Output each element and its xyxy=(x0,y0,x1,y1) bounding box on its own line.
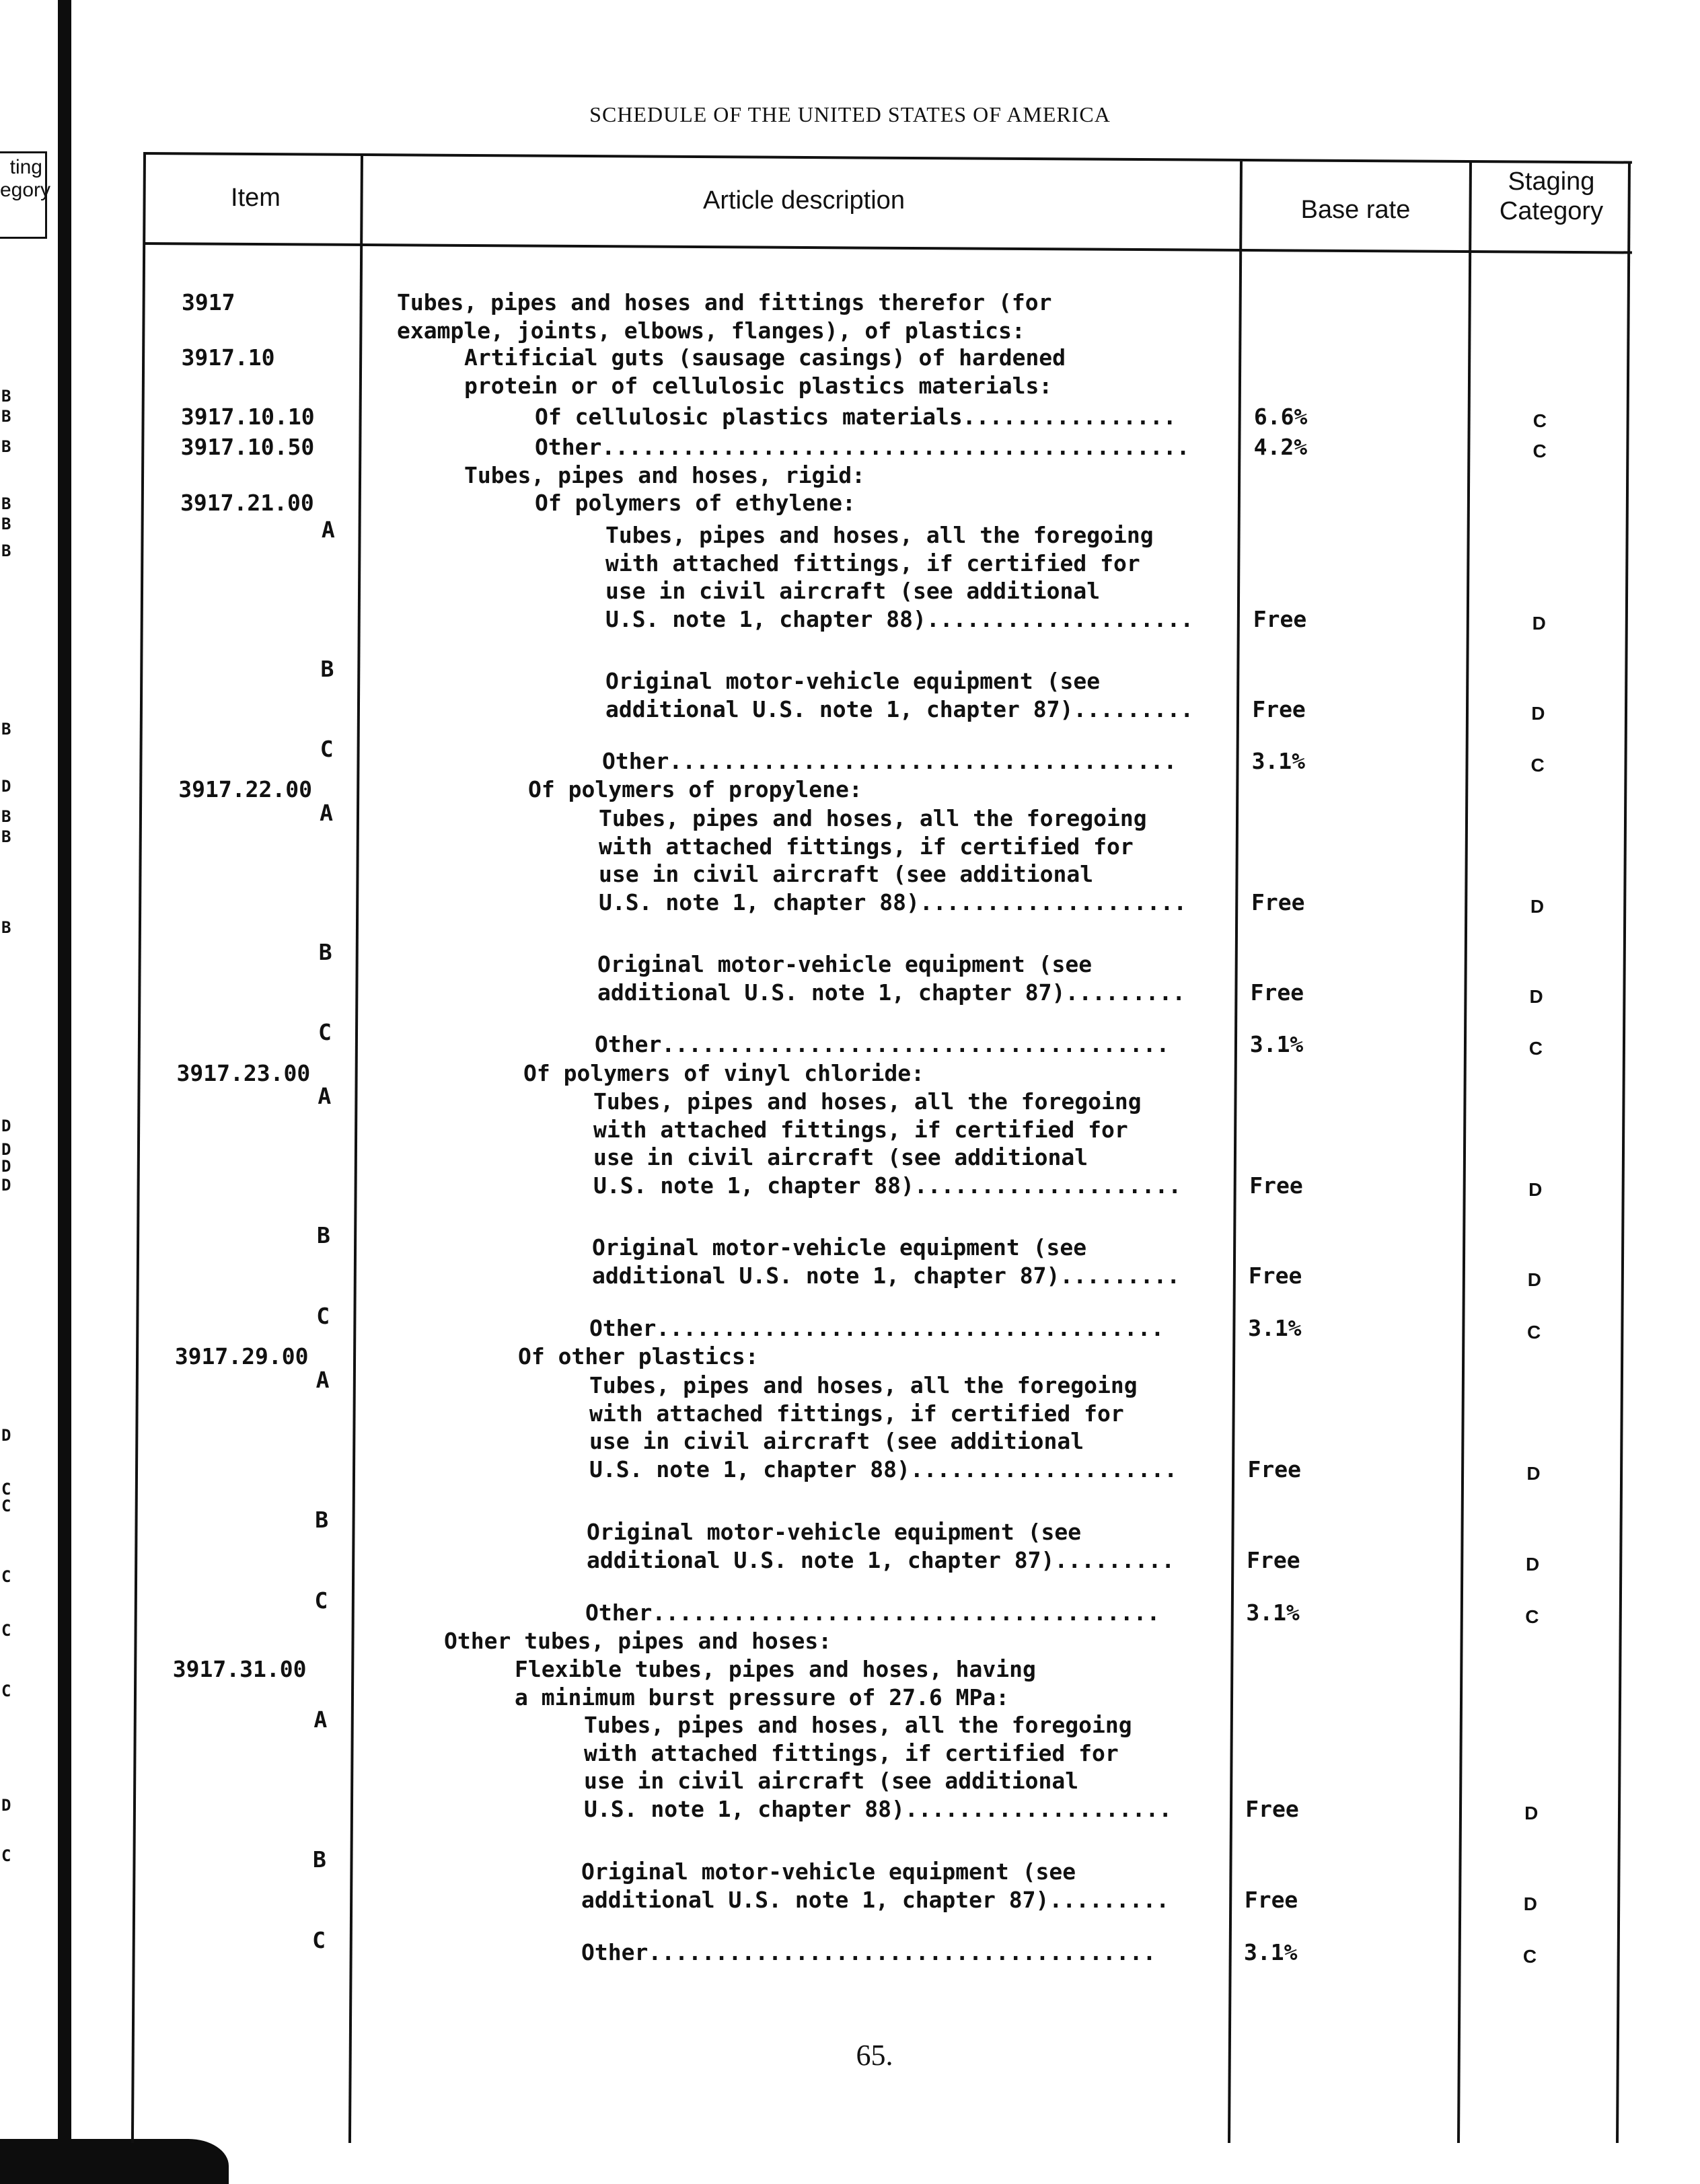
subitem-code: B xyxy=(315,1507,329,1533)
staging-category-value: C xyxy=(1525,1606,1539,1627)
description-line: use in civil aircraft (see additional xyxy=(589,1428,1084,1454)
description-line: Tubes, pipes and hoses, all the foregoing xyxy=(584,1712,1132,1738)
description-line: Of cellulosic plastics materials................ xyxy=(535,404,1177,430)
staging-category-value: C xyxy=(1528,1038,1543,1059)
description-line: Other...................................... xyxy=(585,1599,1160,1626)
item-number: 3917.10.10 xyxy=(180,404,315,430)
table-header-rule xyxy=(144,242,1632,254)
description-line: with attached fittings, if certified for xyxy=(589,1400,1124,1427)
table-left-rule xyxy=(131,152,146,2143)
fragment-category-letter: B xyxy=(1,720,11,739)
description-line: Of polymers of propylene: xyxy=(528,776,862,802)
previous-page-fragment xyxy=(0,151,51,239)
book-binding xyxy=(58,0,71,2184)
subitem-code: C xyxy=(318,1019,332,1045)
subitem-code: B xyxy=(320,656,334,682)
subitem-code: C xyxy=(320,736,334,762)
fragment-category-letter: D xyxy=(1,1176,11,1195)
base-rate-value: Free xyxy=(1251,889,1305,915)
staging-category-value: D xyxy=(1529,985,1543,1007)
description-line: Other...................................... xyxy=(589,1315,1165,1341)
fragment-category-letter: D xyxy=(1,1140,11,1159)
description-line: Other tubes, pipes and hoses: xyxy=(444,1628,832,1654)
description-line: Flexible tubes, pipes and hoses, having xyxy=(515,1656,1036,1682)
base-rate-value: 3.1% xyxy=(1249,1031,1304,1057)
description-line: Original motor-vehicle equipment (see xyxy=(597,951,1093,977)
fragment-category-letter: B xyxy=(1,494,11,513)
fragment-category-letter: D xyxy=(1,777,11,796)
subitem-code: B xyxy=(312,1846,326,1873)
base-rate-value: Free xyxy=(1252,695,1306,722)
base-rate-value: 3.1% xyxy=(1251,748,1306,774)
description-line: with attached fittings, if certified for xyxy=(599,833,1134,860)
item-number: 3917.10.50 xyxy=(180,434,315,460)
base-rate-value: 6.6% xyxy=(1253,404,1308,430)
subitem-code: C xyxy=(314,1587,328,1614)
description-line: U.S. note 1, chapter 88).................... xyxy=(584,1795,1173,1822)
description-line: Original motor-vehicle equipment (see xyxy=(592,1234,1087,1260)
base-rate-value: 3.1% xyxy=(1244,1939,1298,1965)
description-line: additional U.S. note 1, chapter 87)......... xyxy=(605,695,1194,722)
item-number: 3917.23.00 xyxy=(176,1060,311,1086)
item-number: 3917.10 xyxy=(181,344,275,371)
fragment-category-letter: B xyxy=(1,541,11,560)
fragment-category-letter: D xyxy=(1,1117,11,1135)
item-number: 3917.31.00 xyxy=(172,1656,307,1682)
staging-category-value: D xyxy=(1528,1178,1543,1200)
base-rate-value: Free xyxy=(1249,1172,1303,1199)
fragment-category-letter: B xyxy=(1,515,11,533)
rate-column-rule xyxy=(1457,161,1472,2143)
subitem-code: C xyxy=(316,1303,330,1329)
fragment-category-letter: D xyxy=(1,1157,11,1176)
description-line: use in civil aircraft (see additional xyxy=(593,1144,1088,1170)
page-number: 65. xyxy=(856,2039,893,2072)
description-line: Tubes, pipes and hoses, all the foregoing xyxy=(605,522,1154,548)
subitem-code: A xyxy=(321,517,335,543)
description-line: Tubes, pipes and hoses and fittings therefor (for xyxy=(397,289,1052,315)
base-rate-value: Free xyxy=(1250,979,1304,1006)
staging-category-value: D xyxy=(1525,1553,1540,1575)
base-rate-value: Free xyxy=(1248,1262,1302,1289)
subitem-code: A xyxy=(316,1367,330,1393)
description-line: use in civil aircraft (see additional xyxy=(605,578,1101,604)
table-top-rule xyxy=(144,152,1632,164)
description-line: with attached fittings, if certified for xyxy=(584,1739,1119,1766)
description-line: U.S. note 1, chapter 88).................... xyxy=(593,1172,1182,1199)
staging-category-value: C xyxy=(1532,441,1547,461)
description-line: Original motor-vehicle equipment (see xyxy=(581,1858,1076,1885)
staging-category-value: D xyxy=(1532,612,1546,634)
fragment-category-letter: C xyxy=(1,1846,11,1865)
staging-category-value: D xyxy=(1523,1893,1537,1914)
subitem-code: B xyxy=(316,1222,330,1248)
staging-category-value: D xyxy=(1530,895,1545,917)
staging-header-line1: Staging xyxy=(1508,167,1595,196)
subitem-code: A xyxy=(320,800,333,826)
staging-category-value: D xyxy=(1531,702,1545,724)
base-rate-value: Free xyxy=(1253,605,1307,632)
description-line: Tubes, pipes and hoses, rigid: xyxy=(464,462,866,488)
description-line: Other...................................... xyxy=(581,1939,1156,1965)
description-line: use in civil aircraft (see additional xyxy=(599,861,1094,887)
staging-category-value: C xyxy=(1526,1322,1541,1343)
book-binding-shadow xyxy=(0,2139,229,2184)
fragment-category-letter: B xyxy=(1,387,11,406)
description-line: Tubes, pipes and hoses, all the foregoing xyxy=(589,1372,1138,1398)
description-line: example, joints, elbows, flanges), of plastics: xyxy=(397,317,1025,344)
fragment-category-letter: C xyxy=(1,1567,11,1586)
subitem-code: A xyxy=(318,1083,332,1109)
description-line: additional U.S. note 1, chapter 87)......... xyxy=(587,1546,1175,1573)
description-line: U.S. note 1, chapter 88).................... xyxy=(589,1456,1178,1482)
subitem-code: B xyxy=(318,939,332,965)
description-line: Original motor-vehicle equipment (see xyxy=(587,1519,1082,1545)
fragment-category-letter: C xyxy=(1,1621,11,1640)
description-line: additional U.S. note 1, chapter 87)......... xyxy=(597,979,1186,1006)
base-rate-value: Free xyxy=(1247,1456,1302,1482)
column-header-item: Item xyxy=(231,184,281,212)
description-line: U.S. note 1, chapter 88).................... xyxy=(599,889,1187,915)
description-line: Original motor-vehicle equipment (see xyxy=(605,668,1101,694)
description-line: U.S. note 1, chapter 88).................... xyxy=(605,605,1194,632)
description-line: Of polymers of vinyl chloride: xyxy=(523,1060,925,1086)
fragment-category-letter: B xyxy=(1,807,11,826)
page-title: SCHEDULE OF THE UNITED STATES OF AMERICA xyxy=(589,102,1111,126)
description-line: Other...................................... xyxy=(595,1031,1170,1057)
item-column-rule xyxy=(348,153,363,2143)
item-number: 3917.21.00 xyxy=(180,490,314,516)
staging-category-value: D xyxy=(1526,1462,1541,1484)
base-rate-value: Free xyxy=(1245,1795,1299,1822)
staging-category-value: D xyxy=(1524,1802,1539,1823)
description-column-rule xyxy=(1228,161,1243,2143)
fragment-category-letter: C xyxy=(1,1497,11,1515)
description-line: additional U.S. note 1, chapter 87)......... xyxy=(592,1262,1181,1289)
staging-category-value: C xyxy=(1522,1946,1537,1967)
column-header-base-rate: Base rate xyxy=(1300,196,1411,224)
column-header-staging-category xyxy=(1472,167,1631,226)
staging-category-value: D xyxy=(1527,1269,1541,1290)
base-rate-value: 4.2% xyxy=(1253,434,1308,460)
description-line: Other...................................... xyxy=(602,748,1177,774)
fragment-category-letter: B xyxy=(1,918,11,937)
fragment-category-letter: B xyxy=(1,407,11,426)
base-rate-value: Free xyxy=(1244,1886,1298,1913)
subitem-code: C xyxy=(312,1927,326,1953)
item-number: 3917 xyxy=(182,289,235,315)
fragment-category-letter: D xyxy=(1,1796,11,1815)
fragment-heading-line2: egory xyxy=(0,179,51,201)
item-number: 3917.29.00 xyxy=(174,1343,309,1369)
description-line: Of other plastics: xyxy=(518,1343,759,1369)
description-line: Tubes, pipes and hoses, all the foregoing xyxy=(599,805,1147,831)
description-line: protein or of cellulosic plastics materials: xyxy=(464,372,1053,399)
fragment-category-letter: C xyxy=(1,1480,11,1499)
fragment-category-letter: C xyxy=(1,1682,11,1700)
description-line: additional U.S. note 1, chapter 87)......... xyxy=(581,1886,1170,1913)
description-line: with attached fittings, if certified for xyxy=(593,1116,1128,1143)
description-line: a minimum burst pressure of 27.6 MPa: xyxy=(515,1684,1010,1710)
fragment-category-letter: D xyxy=(1,1426,11,1445)
item-number: 3917.22.00 xyxy=(178,776,312,802)
fragment-category-letter: B xyxy=(1,437,11,456)
description-line: with attached fittings, if certified for xyxy=(605,550,1140,576)
table-right-rule xyxy=(1616,161,1631,2143)
description-line: use in civil aircraft (see additional xyxy=(584,1768,1079,1794)
description-line: Of polymers of ethylene: xyxy=(535,490,856,516)
description-line: Other............................................ xyxy=(535,434,1190,460)
staging-category-value: C xyxy=(1532,410,1547,431)
fragment-category-letter: B xyxy=(1,827,11,846)
subitem-code: A xyxy=(313,1706,328,1733)
base-rate-value: 3.1% xyxy=(1246,1599,1300,1626)
staging-header-line2: Category xyxy=(1499,197,1604,225)
description-line: Artificial guts (sausage casings) of hardened xyxy=(464,344,1066,371)
staging-category-value: C xyxy=(1530,755,1545,776)
description-line: Tubes, pipes and hoses, all the foregoing xyxy=(593,1088,1142,1115)
fragment-heading-line1: ting xyxy=(9,156,42,178)
column-header-description: Article description xyxy=(703,186,905,215)
base-rate-value: 3.1% xyxy=(1248,1315,1302,1341)
base-rate-value: Free xyxy=(1247,1546,1300,1573)
